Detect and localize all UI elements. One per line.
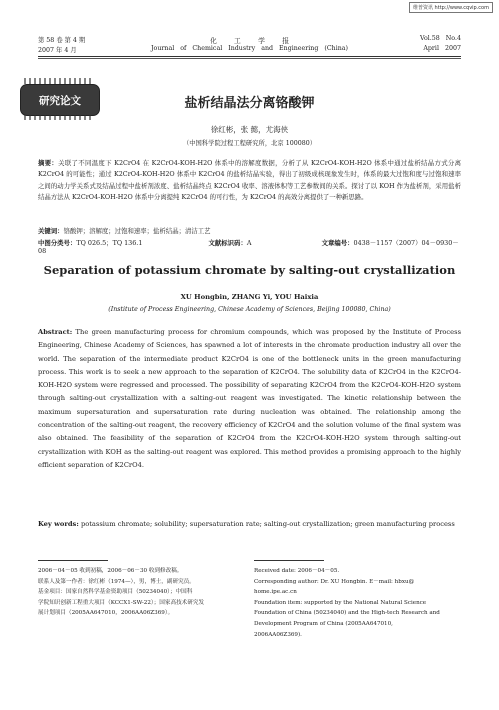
- abstract-cn: [38, 158, 461, 203]
- title-cn: 盐析结晶法分离铬酸钾: [184, 96, 315, 111]
- source-stamp: 维普资讯 http://www.cqvip.com: [409, 2, 493, 13]
- abstract-text-en: The green manufacturing process for chromium compounds, which was proposed by the Institute of Process Engineering, Chinese Academy of Sciences, has spawned a lot of interests in the chromate production industry all over the world. The separation of the intermediate product K2CrO4 is one of the bottleneck units in the green manufacturing process. This work is to seek a new approach to the separation of K2CrO4. The solubility data of K2CrO4 in the K2CrO4-KOH-H2O system were regressed and processed. The possibility of separating K2CrO4 from the K2CrO4-KOH-H2O system through salting-out crystallization with a salting-out reagent was investigated. The kinetic relationship between the maximum supersaturation and supersaturation rate during nucleation was obtained. The relationship among the concentration of the salting-out reagent, the recovery efficiency of K2CrO4 and the solution volume of the final system was also obtained. The feasibility of the separation of K2CrO4 from the K2CrO4-KOH-H2O system through salting-out crystallization with KOH as the salting-out reagent was explored. This method provides a promising approach to the highly efficient separation of K2CrO4.: [38, 328, 461, 469]
- classification-row: [38, 238, 461, 255]
- abstract-en: [38, 326, 461, 472]
- article-no-value: 0438－1157（2007）04－0930－08: [38, 239, 459, 255]
- abstract-label-en: Abstract:: [38, 328, 73, 336]
- date-en: April 2007: [423, 45, 461, 52]
- keywords-label-en: Key words:: [38, 520, 79, 528]
- footnote-author-cn: 联系人及第一作者：徐红彬（1974—），男，博士，副研究员。: [38, 578, 195, 585]
- keywords-en: [38, 518, 461, 531]
- clc-value: TQ 026.5；TQ 136.1: [76, 239, 143, 247]
- keywords-text-en: potassium chromate; solubility; supersaturation rate; salting-out crystallization; green manufacturing process: [80, 520, 455, 528]
- footnote-received-en: Received date: 2006－04－05.: [254, 568, 340, 574]
- affiliation-cn: （中国科学院过程工程研究所，北京 100080）: [182, 140, 317, 147]
- clc-label: 中图分类号：: [38, 239, 77, 247]
- keywords-cn: [38, 226, 461, 235]
- header-rule: [38, 56, 461, 57]
- footnote-funding-cn-1: 基金项目：国家自然科学基金资助项目（50234040）；中国科: [38, 589, 193, 596]
- footnotes-cn: [38, 566, 243, 619]
- volume-issue-en: Vol.58 No.4: [420, 35, 461, 42]
- footnote-funding-en-2: Foundation of China (50234040) and the High-tech Research and: [254, 610, 440, 617]
- date-cn: 2007 年 4 月: [38, 47, 77, 54]
- doc-code-value: A: [246, 239, 252, 247]
- footnote-received-cn: 2006－04－05 收到初稿，2006－06－30 收到修改稿。: [38, 568, 183, 574]
- footnote-rule-left: [38, 560, 108, 561]
- footnote-funding-cn-2: 学院知识创新工程重大项目（KCCX1-SW-22）；国家高技术研究发: [38, 599, 205, 606]
- footnote-rule-right: [254, 560, 324, 561]
- abstract-label-cn: 摘要：: [38, 159, 59, 167]
- keywords-label-cn: 关键词：: [38, 227, 64, 235]
- keywords-text-cn: 铬酸钾；溶解度；过饱和速率；盐析结晶；清洁工艺: [63, 227, 211, 235]
- footnotes-en: [254, 566, 461, 640]
- badge-decoration-bottom: [24, 115, 94, 120]
- footnote-funding-en-1: Foundation item: supported by the National Natural Science: [254, 599, 427, 606]
- section-badge: 研究论文: [20, 84, 100, 116]
- footnote-funding-en-3: Development Program of China (2005AA647010,: [254, 620, 393, 627]
- title-en: Separation of potassium chromate by salting-out crystallization: [43, 263, 456, 277]
- doc-code-label: 文献标识码：: [208, 239, 247, 247]
- article-no-label: 文章编号：: [321, 239, 354, 247]
- footnote-funding-cn-3: 展计划项目（2005AA647010，2006AA06Z369）。: [38, 610, 174, 617]
- footnote-funding-en-4: 2006AA06Z369).: [254, 631, 302, 638]
- journal-title-en: Journal of Chemical Industry and Engineering (China): [151, 45, 348, 52]
- authors-en: XU Hongbin, ZHANG Yi, YOU Haixia: [180, 293, 319, 301]
- affiliation-en: (Institute of Process Engineering, Chinese Academy of Sciences, Beijing 100080, China): [108, 306, 391, 313]
- journal-title-cn: 化 工 学 报: [209, 37, 290, 45]
- authors-cn: 徐红彬，张 懿，尤海侠: [210, 125, 289, 134]
- abstract-text-cn: 关联了不同温度下 K2CrO4 在 K2CrO4-KOH-H2O 体系中的溶解度数据，分析了从 K2CrO4-KOH-H2O 体系中通过盐析结晶方式分离 K2CrO4 的可能性；通过 K2CrO4-KOH-H2O 体系中 K2CrO4 的盐析结晶实验，得出了初级成核现象发生时，体系的最大过饱和度与过饱和速率之间的动力学关系式及结晶过程中盐析剂浓度、盐析结晶终点 K2CrO4 收率、溶液体积等工艺参数间的关系。探讨了以 KOH 作为盐析剂，采用盐析结晶方法从 K2CrO4-KOH-H2O 体系中分离提纯 K2CrO4 的可行性，为 K2CrO4 的高效分离提供了一种新思路。: [38, 159, 462, 201]
- volume-issue-cn: 第 58 卷 第 4 期: [38, 37, 86, 44]
- footnote-author-en: Corresponding author: Dr. XU Hongbin. E－mail: hbxu@: [254, 578, 415, 585]
- footnote-email-en: home.ipe.ac.cn: [254, 589, 297, 596]
- header-rule-thin: [38, 58, 461, 59]
